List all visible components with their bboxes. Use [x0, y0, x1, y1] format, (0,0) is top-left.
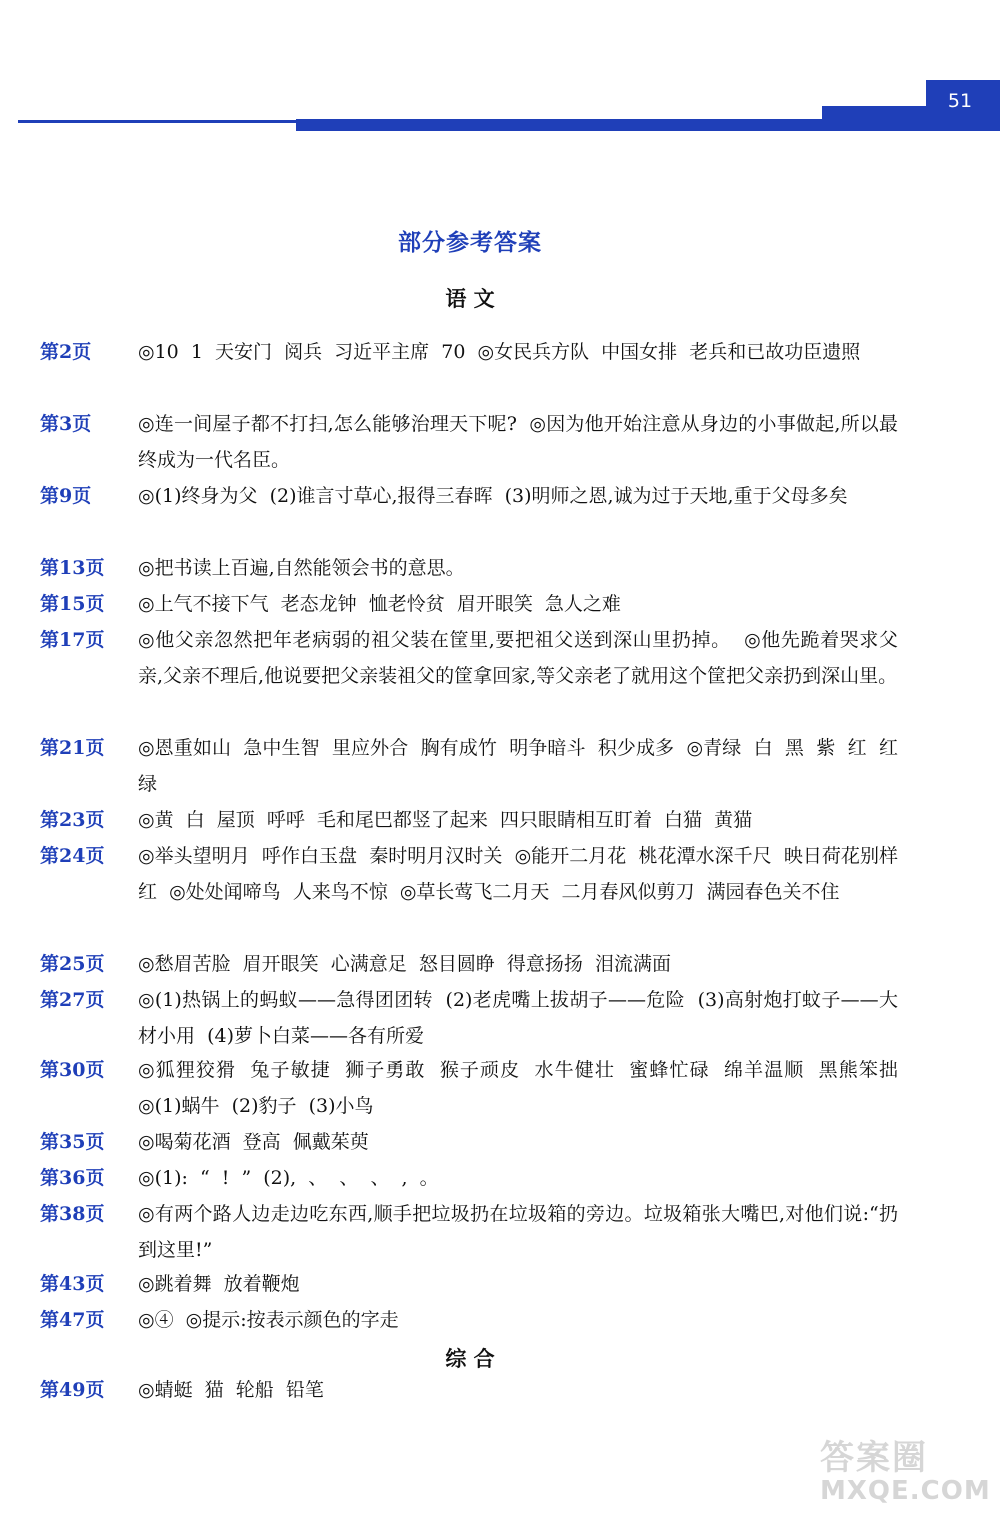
entry-answer-text: ◎有两个路人边走边吃东西,顺手把垃圾扔在垃圾箱的旁边。垃圾箱张大嘴巴,对他们说:“扔到这里!”	[138, 1203, 898, 1261]
entry-page-label: 第3页	[40, 413, 92, 435]
entry-page-label: 第36页	[40, 1167, 105, 1189]
answer-entry	[40, 730, 911, 802]
entry-answer-text: ◎喝菊花酒 登高 佩戴茱萸	[138, 1131, 369, 1153]
entry-page-label: 第21页	[40, 737, 105, 759]
entry-answer-text: ◎跳着舞 放着鞭炮	[138, 1273, 300, 1295]
entry-page-label: 第27页	[40, 989, 105, 1011]
answer-entry	[40, 1302, 900, 1338]
entry-page-label: 第9页	[40, 485, 92, 507]
watermark-line2: MXQE.COM	[820, 1476, 991, 1506]
header-rule-step	[822, 106, 926, 131]
header-rule-thin	[18, 120, 318, 123]
entry-answer-text: ◎(1)热锅上的蚂蚁——急得团团转 (2)老虎嘴上拔胡子——危险 (3)高射炮打蚊子——大材小用 (4)萝卜白菜——各有所爱	[138, 989, 898, 1047]
answer-entry	[40, 586, 900, 622]
answer-entry	[40, 838, 900, 910]
answer-entry	[40, 1160, 900, 1196]
entry-answer-text: ◎狐狸狡猾 兔子敏捷 狮子勇敢 猴子顽皮 水牛健壮 蜜蜂忙碌 绵羊温顺 黑熊笨拙 ◎(1)蜗牛 (2)豹子 (3)小鸟	[138, 1059, 911, 1117]
entry-answer-text: ◎连一间屋子都不打扫,怎么能够治理天下呢? ◎因为他开始注意从身边的小事做起,所以最终成为一代名臣。	[138, 413, 898, 471]
section-title-general: 综 合	[445, 1346, 495, 1371]
entry-page-label: 第25页	[40, 953, 105, 975]
entry-answer-text: ◎他父亲忽然把年老病弱的祖父装在筐里,要把祖父送到深山里扔掉。 ◎他先跪着哭求父亲,父亲不理后,他说要把父亲装祖父的筐拿回家,等父亲老了就用这个筐把父亲扔到深山里。	[138, 629, 898, 687]
answer-entry	[40, 1372, 900, 1408]
answer-entry	[40, 946, 900, 982]
watermark-line1: 答案圈	[820, 1438, 928, 1478]
entry-answer-text: ◎上气不接下气 老态龙钟 恤老怜贫 眉开眼笑 急人之难	[138, 593, 621, 615]
watermark-logo	[820, 1440, 990, 1510]
answer-entry	[40, 1052, 911, 1124]
entry-page-label: 第24页	[40, 845, 105, 867]
entry-page-label: 第15页	[40, 593, 105, 615]
entry-answer-text: ◎黄 白 屋顶 呼呼 毛和尾巴都竖了起来 四只眼睛相互盯着 白猫 黄猫	[138, 809, 753, 831]
section-title-chinese: 语 文	[445, 286, 495, 311]
entry-page-label: 第23页	[40, 809, 105, 831]
answer-entry	[40, 406, 900, 478]
entry-answer-text: ◎愁眉苦脸 眉开眼笑 心满意足 怒目圆睁 得意扬扬 泪流满面	[138, 953, 671, 975]
entry-page-label: 第17页	[40, 629, 105, 651]
entry-answer-text: ◎④ ◎提示:按表示颜色的字走	[138, 1309, 399, 1331]
entry-page-label: 第43页	[40, 1273, 105, 1295]
answer-entry	[40, 622, 900, 694]
entry-page-label: 第13页	[40, 557, 105, 579]
entry-page-label: 第49页	[40, 1379, 105, 1401]
answer-entry	[40, 802, 900, 838]
entry-answer-text: ◎(1): “ ! ” (2), 、 、 、 , 。	[138, 1167, 439, 1189]
answer-entry	[40, 1196, 900, 1268]
answer-entry	[40, 982, 900, 1054]
answer-entry	[40, 550, 900, 586]
entry-answer-text: ◎恩重如山 急中生智 里应外合 胸有成竹 明争暗斗 积少成多 ◎青绿 白 黑 紫 红 红 绿	[138, 737, 911, 795]
entry-page-label: 第38页	[40, 1203, 105, 1225]
entry-answer-text: ◎蜻蜓 猫 轮船 铅笔	[138, 1379, 324, 1401]
entry-answer-text: ◎10 1 天安门 阅兵 习近平主席 70 ◎女民兵方队 中国女排 老兵和已故功臣遗照	[138, 341, 861, 363]
page-number: 51	[947, 90, 973, 112]
entry-answer-text: ◎(1)终身为父 (2)谁言寸草心,报得三春晖 (3)明师之恩,诚为过于天地,重于父母多矣	[138, 485, 848, 507]
entry-page-label: 第2页	[40, 341, 92, 363]
page-title: 部分参考答案	[398, 230, 542, 256]
answer-entry	[40, 1124, 900, 1160]
entry-answer-text: ◎把书读上百遍,自然能领会书的意思。	[138, 557, 465, 579]
entry-page-label: 第35页	[40, 1131, 105, 1153]
entry-page-label: 第30页	[40, 1059, 105, 1081]
answer-entry	[40, 334, 900, 370]
answer-entry	[40, 478, 900, 514]
entry-page-label: 第47页	[40, 1309, 105, 1331]
entry-answer-text: ◎举头望明月 呼作白玉盘 秦时明月汉时关 ◎能开二月花 桃花潭水深千尺 映日荷花别样红 ◎处处闻啼鸟 人来鸟不惊 ◎草长莺飞二月天 二月春风似剪刀 满园春色关不住	[138, 845, 898, 903]
answer-entry	[40, 1266, 900, 1302]
